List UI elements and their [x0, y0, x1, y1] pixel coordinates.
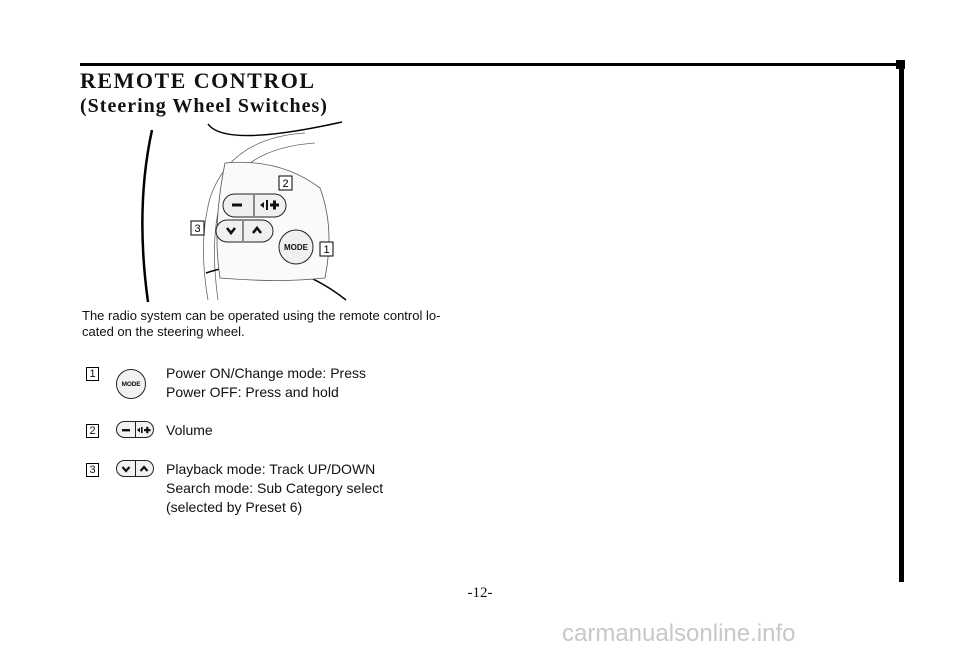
- item-3-line-2: Search mode: Sub Category select: [166, 480, 384, 496]
- item-number-2: 2: [86, 424, 99, 438]
- mode-button-label: MODE: [284, 243, 308, 252]
- item-3-line-1: Playback mode: Track UP/DOWN: [166, 461, 376, 477]
- item-number-1: 1: [86, 367, 99, 381]
- right-margin-rule: [899, 66, 904, 582]
- chevron-up-icon: [138, 464, 150, 474]
- item-3-line-3: (selected by Preset 6): [166, 499, 303, 515]
- item-number-3: 3: [86, 463, 99, 477]
- item-1-line-1: Power ON/Change mode: Press: [166, 365, 366, 381]
- track-up-segment: [135, 461, 154, 476]
- svg-text:1: 1: [323, 244, 330, 256]
- track-down-segment: [117, 461, 135, 476]
- item-3-description: [166, 460, 383, 517]
- volume-plus-segment: [135, 422, 154, 437]
- mode-icon-label: MODE: [121, 380, 141, 388]
- wheel-rim: [142, 130, 152, 302]
- intro-paragraph: [82, 308, 482, 340]
- track-switch: [216, 220, 273, 242]
- volume-minus-icon: [232, 204, 242, 207]
- item-2-line-1: Volume: [166, 422, 213, 438]
- chevron-down-icon: [120, 464, 132, 474]
- minus-icon: [120, 425, 132, 435]
- item-2-description: [166, 421, 213, 440]
- callout-2: [279, 176, 292, 190]
- mode-button-icon: [116, 369, 146, 399]
- header-rule: [80, 63, 900, 66]
- item-1-description: [166, 364, 366, 402]
- wheel-upper-arc: [208, 122, 342, 136]
- page-title: REMOTE CONTROL: [80, 68, 316, 93]
- watermark: carmanualsonline.info: [562, 620, 796, 647]
- intro-line-2: cated on the steering wheel.: [82, 324, 245, 339]
- page-number: -12-: [467, 585, 493, 601]
- callout-3: [191, 221, 204, 235]
- track-switch-icon: [116, 460, 154, 477]
- intro-line-1: The radio system can be operated using the remote control lo-: [82, 308, 441, 323]
- volume-minus-segment: [117, 422, 135, 437]
- page-subtitle: (Steering Wheel Switches): [80, 95, 328, 117]
- speaker-plus-icon: [136, 425, 152, 435]
- svg-text:3: 3: [194, 223, 201, 235]
- callout-1: [320, 242, 333, 256]
- steering-wheel-diagram: [130, 118, 380, 308]
- volume-switch: [223, 194, 286, 217]
- item-1-line-2: Power OFF: Press and hold: [166, 384, 339, 400]
- volume-switch-icon: [116, 421, 154, 438]
- svg-text:2: 2: [282, 178, 289, 190]
- mode-switch: [279, 230, 313, 264]
